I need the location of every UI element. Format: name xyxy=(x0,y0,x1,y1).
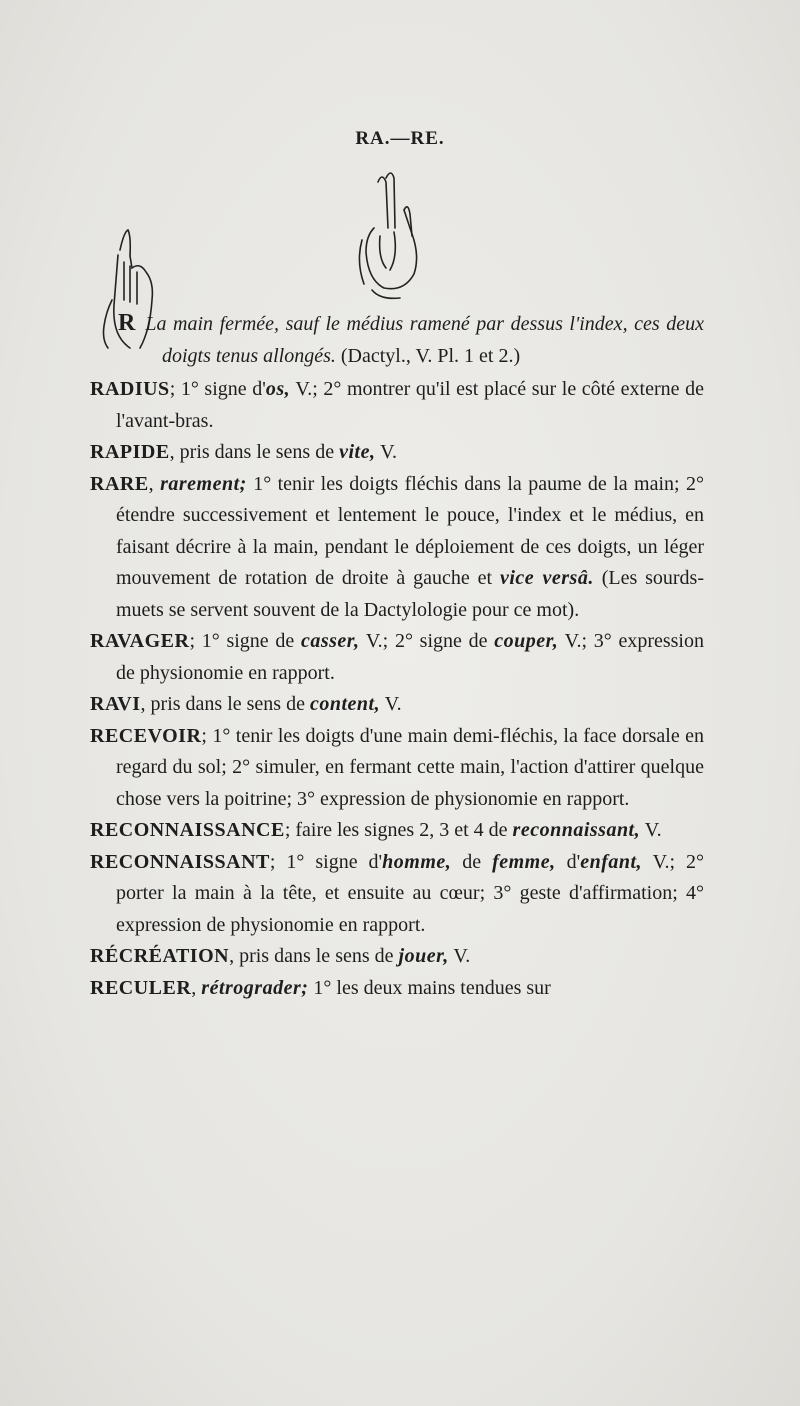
page-header: RA.—RE. xyxy=(355,128,445,149)
hand-front-view-icon xyxy=(359,173,416,298)
entry-reconnaissance: RECONNAISSANCE; faire les signes 2, 3 et 4 de reconnaissant, V. xyxy=(90,819,662,841)
entry-recevoir: RECEVOIR; 1° tenir les doigts d'une main demi-fléchis, la face dorsale en regard du sol; 2° simuler, en fermant cette main, l'action d'attirer quelque chose vers la poitrine; 3° expression de physionomie en rapport. xyxy=(90,724,704,810)
entry-rapide: RAPIDE, pris dans le sens de vite, V. xyxy=(90,441,397,463)
entry-rare: RARE, rarement; 1° tenir les doigts fléchis dans la paume de la main; 2° étendre successivement et lentement le pouce, l'index et le médius, en faisant décrire à la main, pendant le déploiement de ces doigts, un léger mouvement de rotation de droite à gauche et vice versâ. (Les sourds-muets se servent souvent de la Dactylologie pour ce mot). xyxy=(90,472,704,621)
entry-reculer: RECULER, rétrograder; 1° les deux mains tendues sur xyxy=(90,976,551,999)
entry-recreation: RÉCRÉATION, pris dans le sens de jouer, V. xyxy=(90,945,471,967)
entry-radius: RADIUS; 1° signe d'os, V.; 2° montrer qu'il est placé sur le côté externe de l'avant-bras. xyxy=(90,378,704,432)
hand-sign-reference: (Dactyl., V. Pl. 1 et 2.) xyxy=(340,344,521,367)
hand-sign-letter: R xyxy=(118,310,136,336)
hand-sign-description xyxy=(90,308,704,372)
entry-ravager: RAVAGER; 1° signe de casser, V.; 2° signe de couper, V.; 3° expression de physionomie en rapport. xyxy=(90,630,704,684)
dictionary-entries xyxy=(90,308,704,1004)
hand-sign-text: La main fermée, sauf le médius ramené par dessus l'index, ces deux doigts tenus allongés. xyxy=(145,313,704,367)
hand-illustrations xyxy=(0,0,800,360)
entry-reconnaissant: RECONNAISSANT; 1° signe d'homme, de femme, d'enfant, V.; 2° porter la main à la tête, et ensuite au cœur; 3° geste d'affirmation; 4° expression de physionomie en rapport. xyxy=(90,850,705,936)
entry-ravi: RAVI, pris dans le sens de content, V. xyxy=(90,693,402,715)
